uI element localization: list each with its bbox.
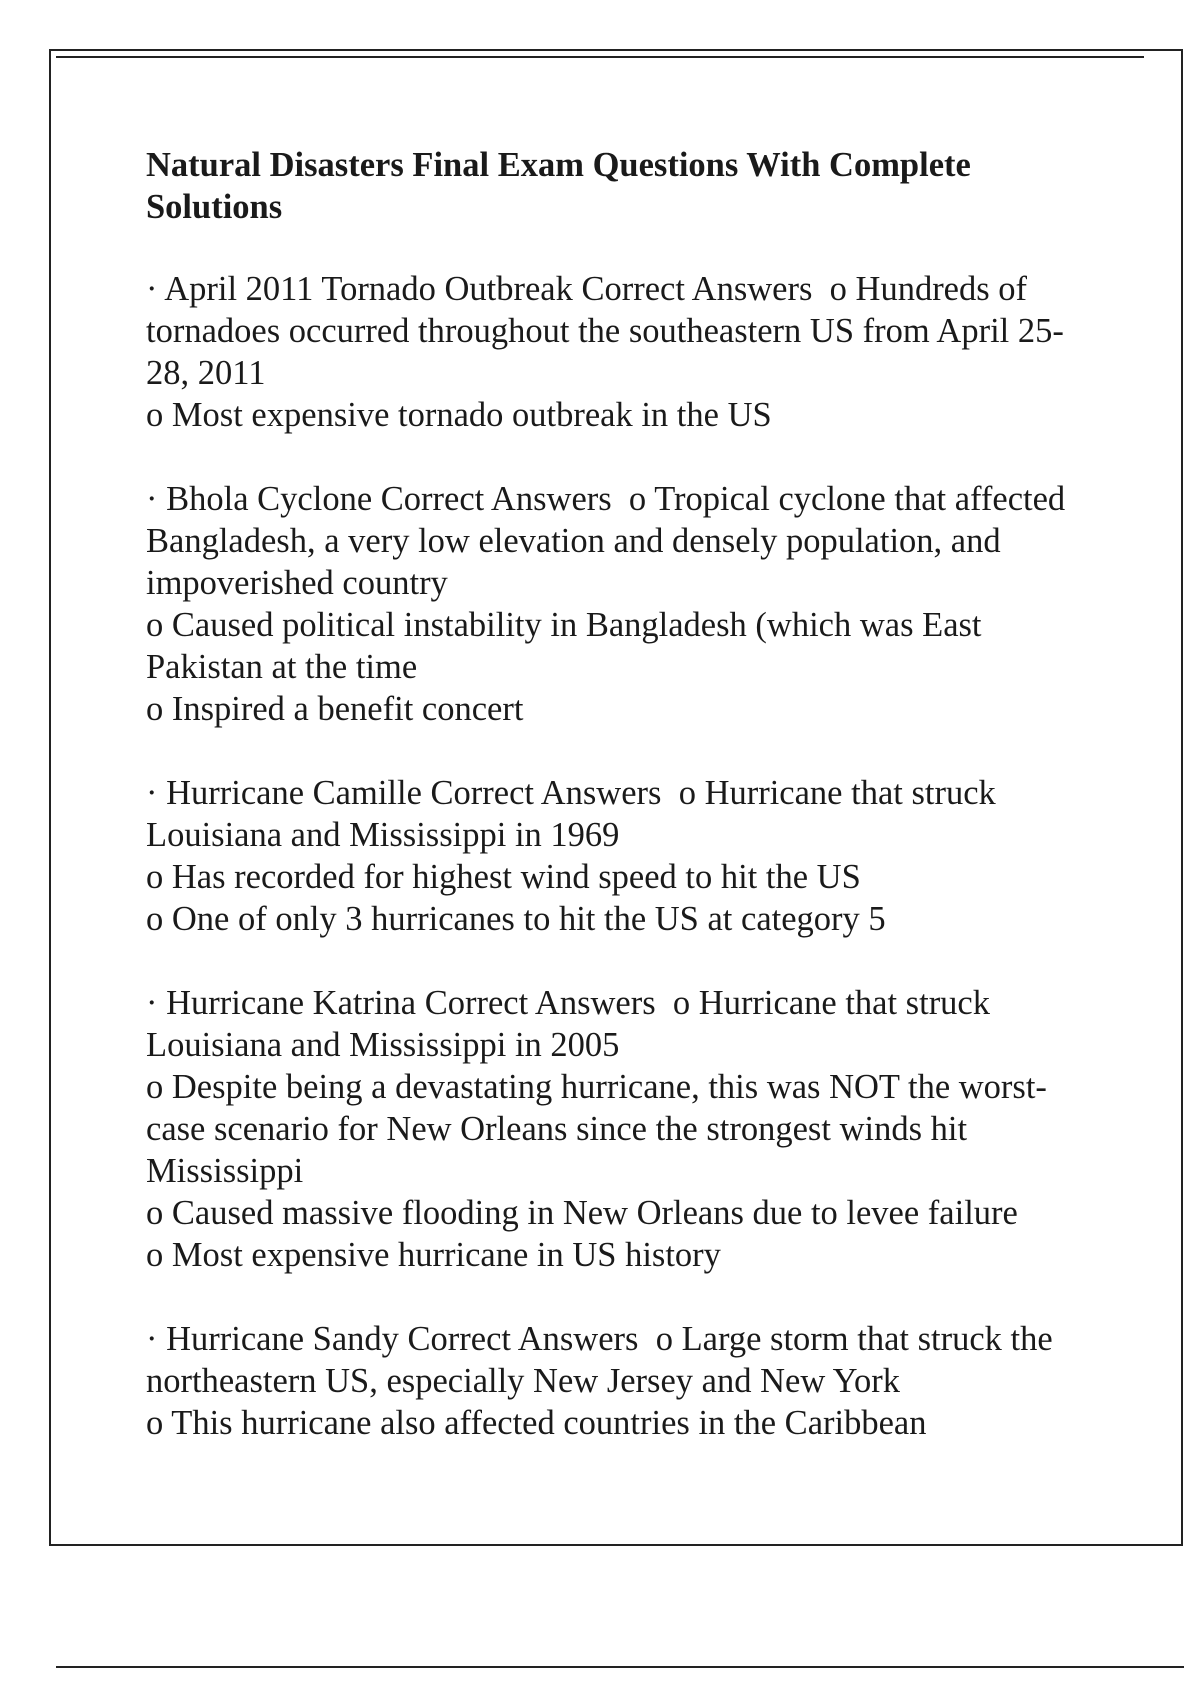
sub-bullet-marker: o — [146, 606, 164, 644]
entry-point-text: Most expensive tornado outbreak in the US — [171, 396, 772, 434]
entry-term: Hurricane Katrina — [166, 984, 417, 1022]
entry-point-text: Inspired a benefit concert — [171, 690, 524, 728]
entry-lead-line — [146, 772, 1106, 856]
entry-point-line — [146, 1192, 1106, 1234]
entry-list — [146, 268, 1106, 1444]
entry-point-text: Hundreds of tornadoes occurred throughout the southeastern US from April 25-28, 2011 — [146, 270, 1064, 392]
entry-point-text: Most expensive hurricane in US history — [171, 1236, 721, 1274]
entry-item — [146, 1318, 1106, 1444]
sub-bullet-marker: o — [829, 270, 847, 308]
bullet-marker: · — [146, 984, 158, 1022]
answer-label: Correct Answers — [407, 1320, 639, 1358]
answer-label: Correct Answers — [581, 270, 813, 308]
entry-item — [146, 772, 1106, 940]
document-body — [146, 144, 1106, 1486]
bullet-marker: · — [146, 774, 158, 812]
entry-point-text: Despite being a devastating hurricane, this was NOT the worst-case scenario for New Orleans since the strongest winds hit Mississippi — [146, 1068, 1047, 1190]
entry-point-text: Has recorded for highest wind speed to hit the US — [171, 858, 861, 896]
bottom-rule — [56, 1666, 1184, 1668]
sub-bullet-marker: o — [146, 1068, 164, 1106]
entry-term: Hurricane Camille — [166, 774, 422, 812]
bullet-marker: · — [146, 480, 158, 518]
entry-point-text: Caused massive flooding in New Orleans due to levee failure — [171, 1194, 1018, 1232]
document-title: Natural Disasters Final Exam Questions With Complete Solutions — [146, 146, 971, 226]
sub-bullet-marker: o — [146, 1194, 164, 1232]
entry-lead-line — [146, 1318, 1106, 1402]
entry-point-text: Hurricane that struck Louisiana and Mississippi in 1969 — [146, 774, 996, 854]
entry-term: Hurricane Sandy — [166, 1320, 399, 1358]
answer-label: Correct Answers — [380, 480, 612, 518]
entry-term: April 2011 Tornado Outbreak — [164, 270, 573, 308]
entry-point-line — [146, 394, 1106, 436]
sub-bullet-marker: o — [146, 396, 164, 434]
entry-point-line — [146, 688, 1106, 730]
sub-bullet-marker: o — [146, 900, 164, 938]
sub-bullet-marker: o — [628, 480, 647, 518]
sub-bullet-marker: o — [672, 984, 691, 1022]
answer-label: Correct Answers — [430, 774, 662, 812]
bullet-marker: · — [146, 1320, 158, 1358]
entry-lead-line — [146, 478, 1106, 604]
entry-item — [146, 268, 1106, 436]
entry-item — [146, 478, 1106, 730]
entry-point-text: Large storm that struck the northeastern US, especially New Jersey and New York — [146, 1320, 1053, 1400]
entry-lead-line — [146, 268, 1106, 394]
top-rule — [56, 56, 1144, 58]
entry-point-line — [146, 856, 1106, 898]
entry-term: Bhola Cyclone — [166, 480, 373, 518]
bullet-marker: · — [146, 270, 158, 308]
entry-point-text: Tropical cyclone that affected Bangladesh, a very low elevation and densely population, and impoverished country — [146, 480, 1066, 602]
entry-lead-line — [146, 982, 1106, 1066]
entry-point-line — [146, 604, 1106, 688]
entry-point-text: This hurricane also affected countries in the Caribbean — [171, 1404, 927, 1442]
sub-bullet-marker: o — [146, 1236, 164, 1274]
sub-bullet-marker: o — [146, 1404, 164, 1442]
sub-bullet-marker: o — [146, 690, 164, 728]
sub-bullet-marker: o — [146, 858, 164, 896]
sub-bullet-marker: o — [678, 774, 696, 812]
sub-bullet-marker: o — [655, 1320, 673, 1358]
entry-point-text: One of only 3 hurricanes to hit the US at category 5 — [171, 900, 886, 938]
entry-point-text: Caused political instability in Bangladesh (which was East Pakistan at the time — [146, 606, 982, 686]
entry-point-text: Hurricane that struck Louisiana and Mississippi in 2005 — [146, 984, 990, 1064]
answer-label: Correct Answers — [424, 984, 656, 1022]
entry-point-line — [146, 1066, 1106, 1192]
entry-item — [146, 982, 1106, 1276]
entry-point-line — [146, 898, 1106, 940]
entry-point-line — [146, 1234, 1106, 1276]
entry-point-line — [146, 1402, 1106, 1444]
